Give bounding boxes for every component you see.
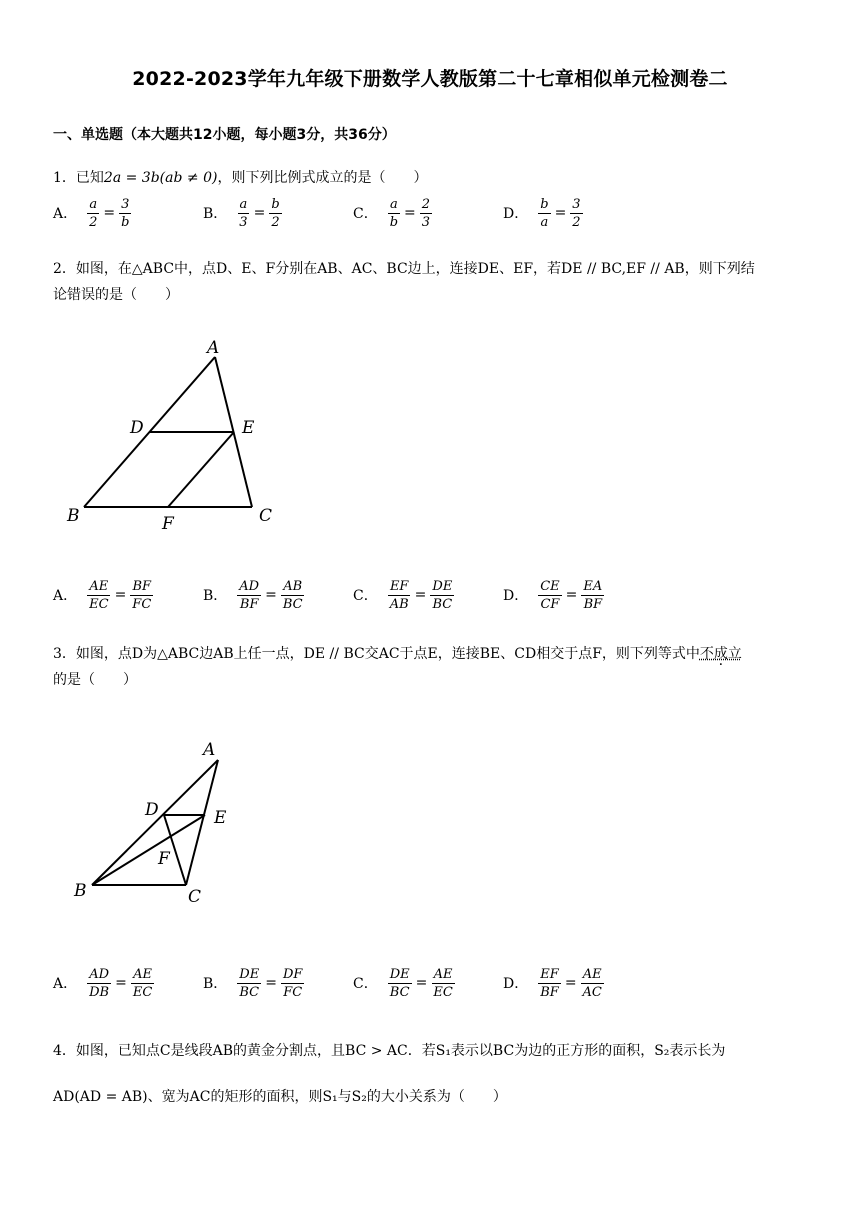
fraction-denominator: 2 — [271, 214, 280, 230]
fraction-numerator: AD — [239, 578, 260, 594]
fraction-numerator: DF — [282, 966, 303, 982]
option-label: C． — [353, 976, 378, 992]
fig3-label-f: F — [158, 849, 170, 869]
option-left-fraction — [237, 578, 261, 613]
fraction-numerator: EA — [583, 578, 603, 594]
q1-option-c[interactable] — [353, 191, 432, 235]
fraction-denominator: BF — [540, 984, 559, 1000]
fig2-label-f: F — [162, 514, 174, 534]
question-1-expr: 2a = 3b(ab ≠ 0) — [103, 170, 218, 186]
equals-sign: = — [114, 587, 127, 603]
fraction-numerator: AE — [582, 966, 602, 982]
fraction-denominator: BF — [583, 596, 603, 612]
option-label: D． — [503, 588, 529, 604]
option-right-fraction — [269, 196, 281, 231]
option-label: D． — [503, 976, 529, 992]
fraction-denominator: 3 — [239, 214, 248, 230]
fig3-label-e: E — [214, 808, 227, 828]
fraction-numerator: AB — [283, 578, 303, 594]
q2-option-d[interactable] — [503, 573, 604, 617]
option-label: C． — [353, 588, 378, 604]
question-1-stem — [53, 165, 823, 191]
option-right-fraction — [570, 196, 582, 231]
question-2-options — [53, 573, 813, 617]
q1-option-a[interactable] — [53, 191, 131, 235]
fraction-denominator: b — [389, 214, 399, 230]
fraction-numerator: b — [271, 196, 280, 212]
option-left-fraction — [237, 966, 261, 1001]
fig2-label-b: B — [67, 506, 80, 526]
option-label: A． — [53, 976, 78, 992]
option-right-fraction — [431, 966, 454, 1001]
fig3-label-c: C — [188, 887, 202, 907]
question-4-line-2: AD(AD = AB)、宽为AC的矩形的面积，则S₁与S₂的大小关系为（ ） — [53, 1089, 507, 1105]
equals-sign: = — [415, 975, 428, 991]
q3-option-c[interactable] — [353, 961, 455, 1005]
fraction-denominator: 2 — [89, 214, 98, 230]
equals-sign: = — [265, 587, 277, 603]
option-label: B． — [203, 588, 228, 604]
question-3-line-1: 3．如图，点D为△ABC边AB上任一点，DE // BC交AC于点E，连接BE、CD相交于点F，则下列等式中 — [53, 646, 700, 662]
q3-option-a[interactable] — [53, 961, 154, 1005]
fraction-numerator: EF — [540, 966, 559, 982]
fig3-label-a: A — [203, 740, 216, 760]
question-4-stem — [53, 1038, 823, 1110]
question-2-figure — [60, 335, 290, 535]
fraction-denominator: AB — [389, 596, 409, 612]
question-3-options — [53, 961, 813, 1005]
fraction-denominator: BC — [282, 596, 303, 612]
fraction-numerator: BF — [132, 578, 152, 594]
fraction-denominator: BF — [239, 596, 259, 612]
page-title: 2022-2023学年九年级下册数学人教版第二十七章相似单元检测卷二 — [132, 68, 728, 90]
question-3-emphasis: 不成立 — [699, 646, 742, 662]
option-left-fraction — [538, 578, 561, 613]
fraction-numerator: 3 — [121, 196, 130, 212]
fraction-numerator: AE — [433, 966, 453, 982]
fraction-numerator: AD — [89, 966, 110, 982]
fraction-numerator: AE — [89, 578, 109, 594]
fraction-numerator: DE — [239, 966, 260, 982]
option-left-fraction — [87, 578, 110, 613]
fraction-denominator: EC — [89, 596, 109, 612]
option-left-fraction — [237, 196, 249, 231]
fraction-numerator: DE — [389, 966, 410, 982]
fraction-denominator: a — [540, 214, 549, 230]
fraction-numerator: EF — [389, 578, 409, 594]
fraction-denominator: AC — [582, 984, 602, 1000]
question-3-figure — [68, 735, 248, 910]
option-left-fraction — [87, 966, 111, 1001]
fraction-denominator: DB — [89, 984, 110, 1000]
equals-sign: = — [265, 975, 277, 991]
q2-option-c[interactable] — [353, 573, 454, 617]
question-4-line-1: 4．如图，已知点C是线段AB的黄金分割点，且BC > AC．若S₁表示以BC为边的正方形的面积，S₂表示长为 — [53, 1043, 726, 1059]
option-left-fraction — [87, 196, 99, 231]
option-label: D． — [503, 206, 529, 222]
q2-option-a[interactable] — [53, 573, 153, 617]
option-left-fraction — [388, 196, 400, 231]
fraction-numerator: 2 — [421, 196, 431, 212]
fig2-label-e: E — [242, 418, 255, 438]
equals-sign: = — [414, 587, 427, 603]
equals-sign: = — [565, 587, 578, 603]
option-right-fraction — [281, 578, 305, 613]
fig2-label-a: A — [207, 338, 220, 358]
section-heading: 一、单选题（本大题共12小题，每小题3分，共36分） — [53, 127, 396, 143]
question-2-line-2: 论错误的是（ ） — [53, 287, 179, 303]
fraction-numerator: 3 — [572, 196, 581, 212]
option-label: B． — [203, 206, 228, 222]
option-right-fraction — [281, 966, 304, 1001]
option-left-fraction — [538, 966, 561, 1001]
fraction-denominator: BC — [432, 596, 453, 612]
question-1-post: ，则下列比例式成立的是（ ） — [217, 170, 428, 186]
option-right-fraction — [131, 966, 154, 1001]
fraction-denominator: EC — [433, 984, 453, 1000]
option-label: A． — [53, 588, 78, 604]
fraction-numerator: a — [390, 196, 398, 212]
q1-option-b[interactable] — [203, 191, 282, 235]
q3-option-d[interactable] — [503, 961, 604, 1005]
fraction-denominator: 3 — [421, 214, 431, 230]
fraction-numerator: b — [540, 196, 549, 212]
option-label: A． — [53, 206, 78, 222]
option-left-fraction — [538, 196, 550, 231]
fraction-numerator: a — [89, 196, 98, 212]
fig2-label-c: C — [259, 506, 273, 526]
option-right-fraction — [581, 578, 604, 613]
equals-sign: = — [253, 205, 266, 221]
fraction-denominator: EC — [132, 984, 153, 1000]
option-right-fraction — [119, 196, 131, 231]
equals-sign: = — [564, 975, 577, 991]
fraction-denominator: 2 — [572, 214, 581, 230]
fraction-denominator: FC — [132, 596, 152, 612]
equals-sign: = — [404, 205, 416, 221]
fig3-label-b: B — [74, 881, 87, 901]
option-right-fraction — [430, 578, 454, 613]
question-1-options — [53, 191, 813, 235]
q2-option-b[interactable] — [203, 573, 305, 617]
question-2-stem — [53, 256, 823, 308]
fraction-denominator: b — [121, 214, 130, 230]
question-2-line-1: 2．如图，在△ABC中，点D、E、F分别在AB、AC、BC边上，连接DE、EF，若DE // BC,EF // AB，则下列结 — [53, 261, 755, 277]
equals-sign: = — [115, 975, 127, 991]
fraction-denominator: BC — [239, 984, 260, 1000]
option-right-fraction — [420, 196, 432, 231]
fraction-denominator: BC — [389, 984, 410, 1000]
fig3-label-d: D — [145, 800, 159, 820]
q1-option-d[interactable] — [503, 191, 583, 235]
option-label: B． — [203, 976, 228, 992]
fraction-denominator: FC — [283, 984, 303, 1000]
fraction-denominator: CF — [540, 596, 560, 612]
question-1-pre: 1．已知 — [53, 170, 104, 186]
equals-sign: = — [554, 205, 567, 221]
fraction-numerator: DE — [432, 578, 453, 594]
option-label: C． — [353, 206, 378, 222]
option-right-fraction — [581, 966, 604, 1001]
option-right-fraction — [130, 578, 153, 613]
option-left-fraction — [388, 578, 411, 613]
fraction-numerator: CE — [540, 578, 560, 594]
question-3-stem — [53, 641, 823, 693]
question-3-line-2: 的是（ ） — [53, 672, 137, 688]
option-left-fraction — [388, 966, 412, 1001]
fig2-label-d: D — [130, 418, 144, 438]
fraction-numerator: a — [239, 196, 248, 212]
equals-sign: = — [103, 205, 116, 221]
q3-option-b[interactable] — [203, 961, 304, 1005]
fraction-numerator: AE — [133, 966, 152, 982]
